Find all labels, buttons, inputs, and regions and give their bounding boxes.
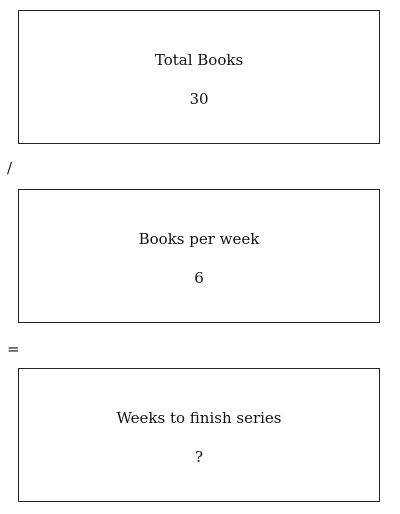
division-operator: / — [7, 159, 13, 177]
books-per-week-value: 6 — [194, 269, 204, 287]
weeks-to-finish-value: ? — [194, 448, 204, 466]
weeks-to-finish-box — [18, 368, 380, 502]
books-per-week-label: Books per week — [138, 230, 260, 248]
total-books-label: Total Books — [154, 51, 244, 69]
total-books-box — [18, 10, 380, 144]
equals-operator: = — [7, 340, 20, 358]
total-books-value: 30 — [189, 90, 209, 108]
books-per-week-box — [18, 189, 380, 323]
weeks-to-finish-label: Weeks to finish series — [116, 409, 282, 427]
